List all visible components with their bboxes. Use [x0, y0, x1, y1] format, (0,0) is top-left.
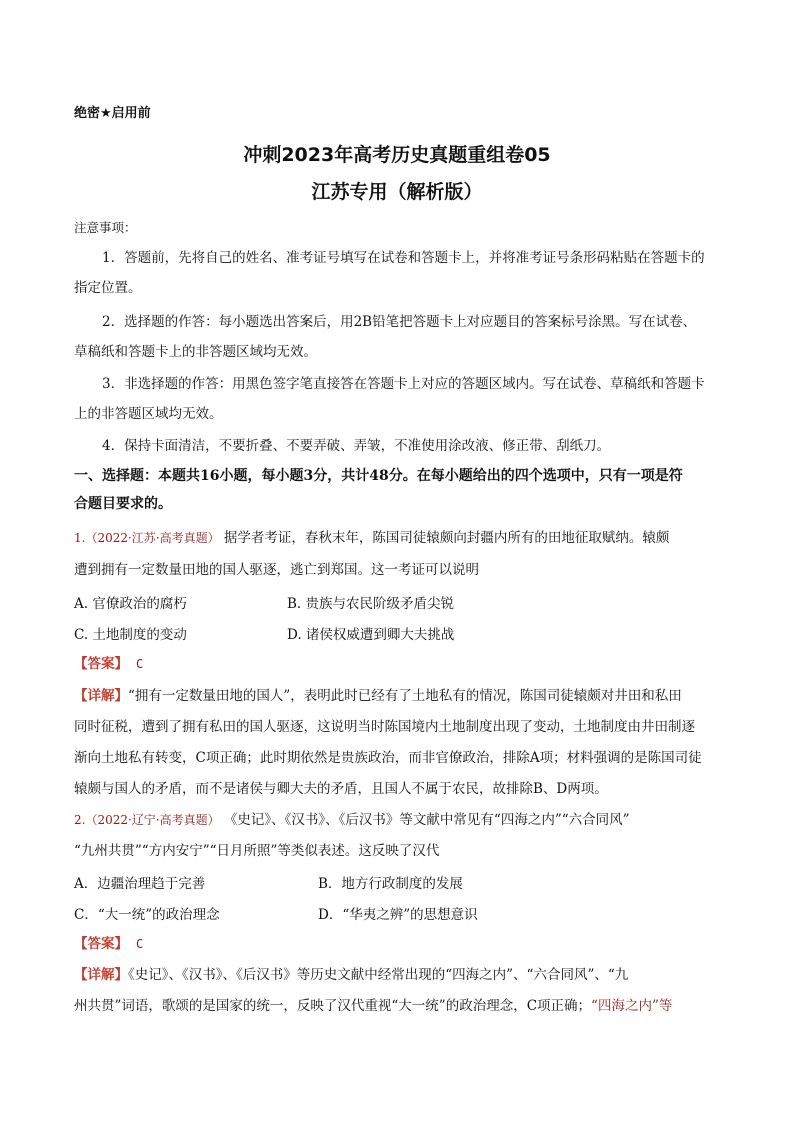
question-1-option-c: C. 土地制度的变动	[74, 627, 187, 643]
notice-item-2-line-2: 草稿纸和答题卡上的非答题区域均无效。	[74, 344, 317, 360]
question-1-option-b: B. 贵族与农民阶级矛盾尖锐	[287, 596, 455, 612]
question-1-detail-line-1	[74, 686, 726, 706]
notice-item-3-line-2: 上的非答题区域均无效。	[74, 406, 223, 422]
question-2-stem-text: 《史记》、《汉书》、《后汉书》等文献中常见有“四海之内”“六合同风”	[223, 812, 630, 828]
answer-label: 【答案】	[74, 656, 128, 672]
question-1-number: 1.	[74, 531, 86, 545]
section-heading-line-1: 一、选择题：本题共16小题，每小题3分，共计48分。在每小题给出的四个选项中，只有一项是符	[74, 468, 683, 484]
question-2-number: 2.	[74, 813, 86, 827]
section-heading-line-2: 合题目要求的。	[74, 496, 172, 512]
question-1-stem-text: 据学者考证，春秋末年，陈国司徒辕颇向封疆内所有的田地征取赋纳。辕颇	[223, 530, 670, 546]
question-1-detail-line-3: 渐向土地私有转变，C项正确；此时期依然是贵族政治，而非官僚政治，排除A项；材料强调的是陈国司徒	[74, 750, 702, 766]
question-2-stem-line-1	[74, 810, 726, 830]
question-1-stem-line-2: 遭到拥有一定数量田地的国人驱逐，逃亡到郑国。这一考证可以说明	[74, 562, 479, 578]
notice-item-1-line-1: 1．答题前，先将自己的姓名、准考证号填写在试卷和答题卡上，并将准考证号条形码粘贴在答题卡的	[102, 250, 705, 266]
question-2-option-d: D．“华夷之辨”的思想意识	[318, 907, 478, 923]
notice-item-1-line-2: 指定位置。	[74, 280, 142, 296]
question-1-option-d: D. 诸侯权威遭到卿大夫挑战	[287, 627, 455, 643]
answer-value: C	[136, 657, 144, 671]
detail-text: “拥有一定数量田地的国人”，表明此时已经有了土地私有的情况，陈国司徒辕颇对井田和私田	[128, 688, 682, 704]
question-1-stem-line-1	[74, 528, 726, 548]
notice-item-3-line-1: 3．非选择题的作答：用黑色签字笔直接答在答题卡上对应的答题区域内。写在试卷、草稿纸和答题卡	[102, 376, 705, 392]
notice-heading: 注意事项：	[74, 220, 137, 235]
detail-text: 《史记》、《汉书》、《后汉书》等历史文献中经常出现的“四海之内”、“六合同风”、“九	[128, 967, 629, 983]
detail-text: 州共贯”词语，歌颂的是国家的统一，反映了汉代重视“大一统”的政治理念，C项正确；	[74, 998, 592, 1014]
page-subtitle: 江苏专用（解析版）	[311, 181, 483, 203]
question-1-detail-line-4: 辕颇与国人的矛盾，而不是诸侯与卿大夫的矛盾，且国人不属于农民，故排除B、D两项。	[74, 781, 608, 797]
notice-item-2-line-1: 2．选择题的作答：每小题选出答案后，用2B铅笔把答题卡上对应题目的答案标号涂黑。写在试卷、	[102, 314, 697, 330]
detail-quote: “四海之内”等	[591, 998, 673, 1014]
answer-label: 【答案】	[74, 936, 128, 952]
notice-item-4: 4．保持卡面清洁，不要折叠、不要弄破、弄皱，不准使用涂改液、修正带、刮纸刀。	[102, 438, 611, 454]
detail-label: 【详解】	[74, 967, 128, 983]
question-2-option-c: C．“大一统”的政治理念	[74, 907, 220, 923]
answer-value: C	[136, 937, 144, 951]
question-1-detail-line-2: 同时征税，遭到了拥有私田的国人驱逐，这说明当时陈国境内土地制度出现了变动，土地制度由井田制逐	[74, 719, 695, 735]
question-2-detail-line-1	[74, 965, 726, 985]
question-2-option-a: A．边疆治理趋于完善	[74, 876, 206, 892]
question-2-source: （2022·辽宁·高考真题）	[85, 813, 220, 827]
confidential-label: 绝密★启用前	[74, 106, 151, 121]
question-1-option-a: A. 官僚政治的腐朽	[74, 596, 187, 612]
question-1-source: （2022·江苏·高考真题）	[85, 531, 220, 545]
question-2-stem-line-2: “九州共贯”“方内安宁”“日月所照”等类似表述。这反映了汉代	[74, 843, 440, 859]
question-1-answer	[74, 654, 726, 674]
question-2-detail-line-2	[74, 996, 726, 1016]
question-2-answer	[74, 934, 726, 954]
detail-label: 【详解】	[74, 688, 128, 704]
question-2-option-b: B．地方行政制度的发展	[318, 876, 463, 892]
page-title: 冲刺2023年高考历史真题重组卷05	[243, 144, 551, 166]
